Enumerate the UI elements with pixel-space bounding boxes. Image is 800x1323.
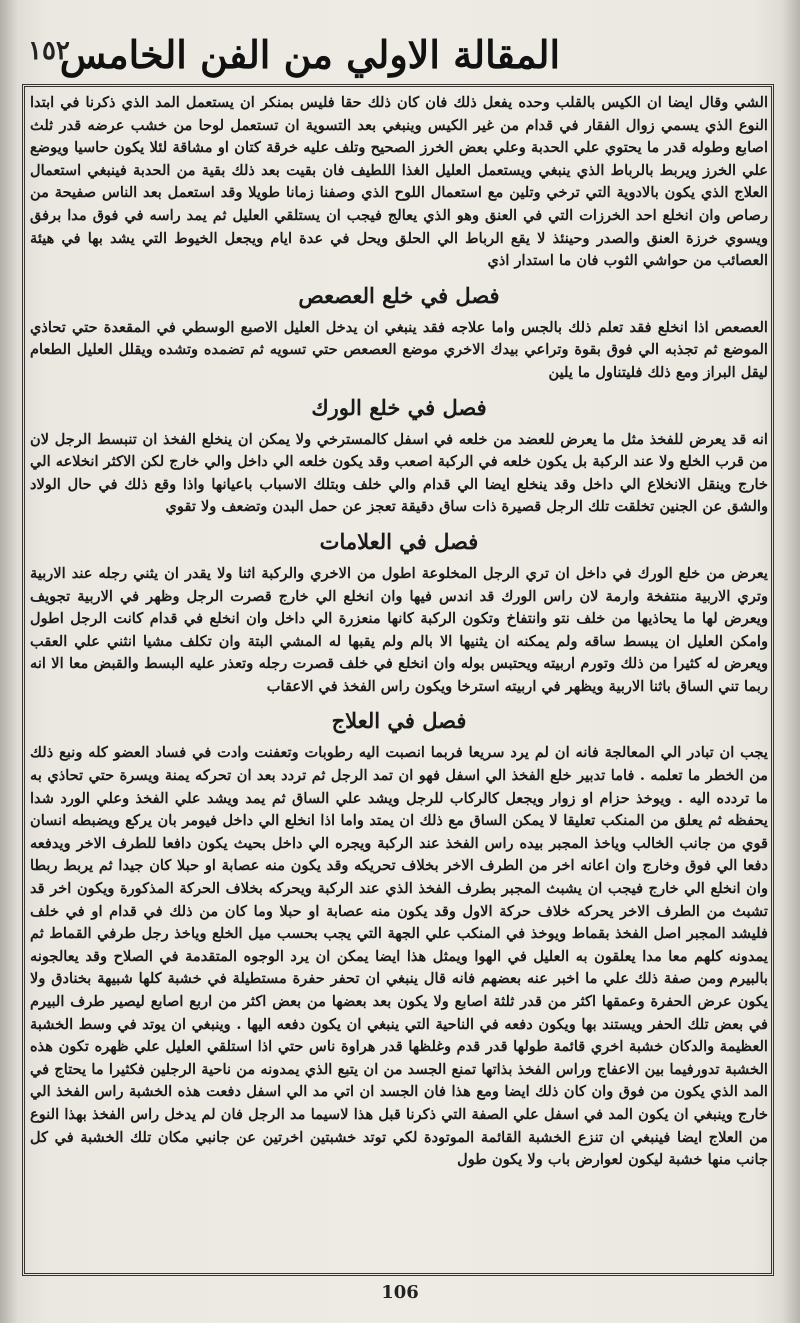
section-treatment [30,704,768,1171]
section-coccyx [30,279,768,385]
paragraph: يعرض من خلع الورك في داخل ان تري الرجل المخلوعة اطول من الاخري والركبة اثنا ولا يقدر ان يثني رجله عند الاربية وتري الاربية منتفخة وارمة لان راس الورك قد اندس فيها وان انخلع الي خارج قصرت الرجل وظهر في الاربية تجويف ويعرض لها ما يحاذيها من خلف نتو وانتفاخ وتكون الركبة كانها منعزرة الي داخل وان انخلع في قدام كانت الرجل اطول وامكن العليل ان يبسط ساقه ولم يمكنه ان يثنيها الا بالم ولم يقبها له المشي البتة وان تكلف مشيا انثني علي العقب ويعرض له كثيرا من ذلك وتورم اربيته ويحتبس بوله وان انخلع في خلف قصرت رجله وتعذر عليه البسط والقبض معا الا انه ربما تني الساق باثنا الاربية ويظهر في اربيته استرخا ويكون راس الفخذ في الاعقاب [30,564,768,695]
section-heading: فصل في خلع الورك [311,394,487,420]
page-edge-shadow-right [782,0,800,1323]
page-number-bottom: 106 [381,1282,419,1303]
section-heading: فصل في خلع العصعص [298,282,500,308]
section-heading: فصل في العلاج [331,708,467,734]
page-number-top: ١٥٢ [28,36,70,66]
section-heading: فصل في العلامات [319,528,479,554]
page-header [0,18,800,88]
page-edge-shadow-left [0,0,18,1323]
paragraph: انه قد يعرض للفخذ مثل ما يعرض للعضد من خلعه في اسفل كالمسترخي ولا يمكن ان ينخلع الفخذ ان تنبسط الرجل لان من قرب الخلع ولا عند الركبة بل يكون خلعه في الركبة اصعب وقد يكون خلعه الي داخل والي خارج لكن الاكثر انخلاعه الي خارج وينقل الانخلاع الي داخل وقد ينخلع ايضا الي قدام والي خلف وبتلك الاسباب باعيانها واذا وقع ذلك في حال الولاد والشق عن الجنين تخلقت تلك الرجل قصيرة ذات ساق دقيقة تعجز عن حمل البدن وتضعف ولا تقوي [30,430,768,516]
section-hip-dislocation [30,391,768,519]
section-signs [30,525,768,699]
paragraph: العصعص اذا انخلع فقد تعلم ذلك بالجس واما علاجه فقد ينبغي ان يدخل العليل الاصبع الوسطي في المقعدة حتي تحاذي الموضع ثم تجذبه الي فوق بقوة وتراعي بيدك الاخري موضع العصعص حتي تسويه ثم تضمده وتشده ويقلل العليل الطعام ليقل البراز ومع ذلك فليتناول ما يلين [30,318,768,381]
page-body [30,92,768,1268]
paragraph: الشي وقال ايضا ان الكيس بالقلب وحده يفعل ذلك فان كان ذلك حقا فليس بمنكر ان يستعمل المد الذي ذكرنا في ابتدا النوع الذي يسمي زوال الفقار في قدام من غير الكيس وينبغي بعد التسوية ان تستعمل لوحا من خشب عرضه قدر ثلث اصابع وطوله قدر ما يحتوي علي الحدبة وعلي بعض الخرز الصحيح وتلف عليه خرقة كتان او مشاقة لئلا يكون حاسيا ويوضع علي الخرز ويربط بالرباط الذي ينبغي ويستعمل العليل الغذا اللطيف فان بقيت بعد ذلك بقية من الحدبة فينبغي استعمال العلاج الذي يكون بالادوية التي ترخي وتلين مع استعمال اللوح الذي وصفنا زمانا طويلا وقد استعمل بعد الناس صفيحة من رصاص وان انخلع احد الخرزات التي في العنق وهو الذي يعالج فيجب ان يستلقي العليل ثم يمد راسه في فوق مدا برفق ويسوي خرزة العنق والصدر وحينئذ لا يقع الرباط الي الحلق ويحل في عدة ايام ويجعل الخيوط التي يشد بها في هيئة العصائب من حواشي الثوب فان ما استدار اذي [30,94,768,270]
section-intro [30,92,768,273]
page-title: المقالة الاولي من الفن الخامس [59,32,560,77]
paragraph: يجب ان تبادر الي المعالجة فانه ان لم يرد سريعا فربما انصبت اليه رطوبات وتعفنت وادت في فساد العضو كله ونبع ذلك من الخطر ما تعلمه . فاما تدبير خلع الفخذ الي اسفل فهو ان تمد الرجل ثم تردد بعد ان تحركه يمنة ويسرة حتي تحاذي به ما تردده اليه . ويوخذ حزام او زوار ويجعل كالركاب للرجل ويشد علي الساق ثم يمد ويشد علي الفخذ وعلي الورد شدا يحفظه ثم يعلق من المنكب تعليقا لا يمكن الساق مع ذلك ان يمتد واما اذا انخلع الي داخل فيومر بان يركع ويضبطه انسان قوي من جانب الخالب وياخذ المجبر بيده راس الفخذ عند الركبة ويجره الي داخل بحيث يكون دافعا للطرف الاخر ويدفعه دفعا الي فوق وخارج وان اعانه اخر من الطرف الاخر بخلاف تحريكه وقد يكون منه عصابة او حبلا كان جيدا ثم يربط ربطا وان انخلع الي خارج فيجب ان يشبث المجبر بطرف الفخذ الذي عند الركبة ويحركه بخلاف الحركة المذكورة ويكون اخر قد تشبث من الطرف الاخر يحركه خلاف حركة الاول وقد يكون منه عصابة او حبلا وما كان من ذلك في قدام او في خلف فليشد المجبر اصل الفخذ بقماط ويوخذ في المنكب علي الجهة التي يجب بحسب ميل الخلع وياخذ رجل طرفي القماط ثم يمدونه كلهم معا مدا يعلقون به العليل في الهوا ويمثل هذا ايضا يمكن ان يرد الوجوه المتقدمة في الصلاح وقد يعالجونه بالبيرم ومن صفة ذلك علي ما اخبر عنه بعضهم فانه قال ينبغي ان تحفر حفرة مستطيلة في خشبة كلها شبيهة بخنادق ولا يكون عرض الحفرة وعمقها اكثر من قدر ثلثة اصابع ولا يكون بعد بعضها من بعض اكثر من اربع اصابع ليصير طرف البيرم في بعض تلك الحفر ويستند بها ويكون دفعه في الناحية التي ينبغي ان يكون دفعه اليها . وينبغي ان يوتد في وسط الخشبة العظيمة والدكان خشبة اخري قائمة طولها قدر قدم وغلظها قدر هراوة ناس حتي اذا استلقي العليل علي ظهره تكون هذه الخشبة تدورفيما بين الاعفاج وراس الفخذ بذاتها تمنع الجسد من ان يتبع الذي يمدونه من ناحية الرجلين فكثيرا ما يحتاج في المد الذي يكون من فوق وان كان ذلك ايضا ومع هذا فان الجسد ان اتي مد الي اسفل دفعت هذه الخشبة راس الفخذ الي خارج وينبغي ان يكون المد في اسفل علي الصفة التي ذكرنا قبل هذا لاسيما مد الرجل فان لم يدخل راس الفخذ بهذا النوع من العلاج ايضا فينبغي ان تنزع الخشبة القائمة الموتودة لكي توتد خشبتين اخرتين عن جانبي مكان تلك الخشبة في كل جانب منها خشبة ليكون لعوارض باب ولا يكون طول [30,744,768,1169]
